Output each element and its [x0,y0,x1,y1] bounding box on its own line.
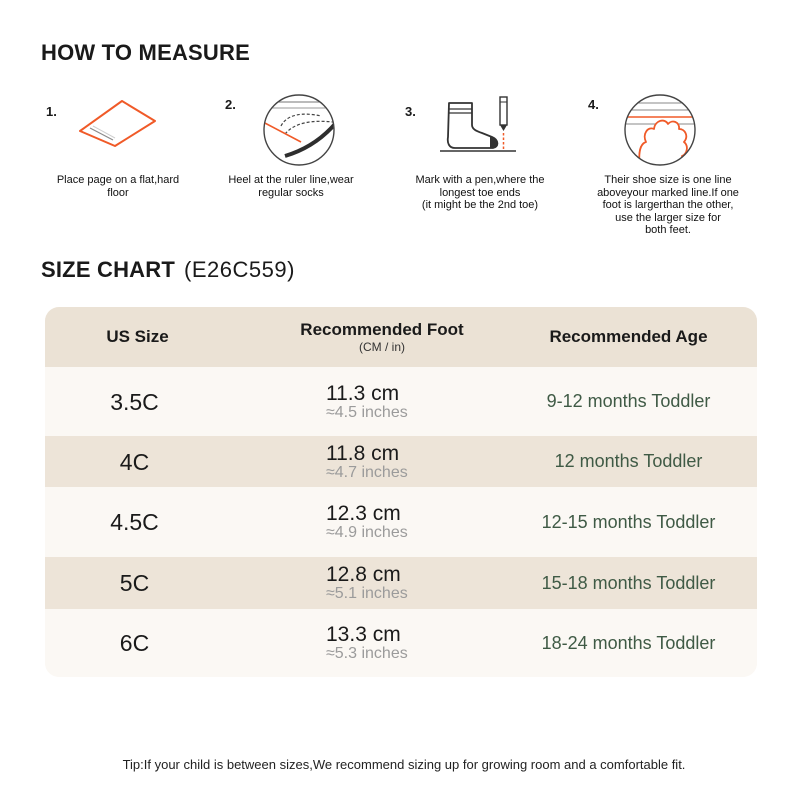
us-size-cell: 3.5C [110,388,159,415]
foot-size-lines-icon [622,92,698,168]
caption-line: Heel at the ruler line,wear [228,174,354,186]
step-number: 1. [46,104,57,119]
foot-length-cell [326,487,506,557]
table-row [45,436,757,487]
table-row [45,487,757,557]
caption-line: Their shoe size is one line [604,174,732,186]
header-recommended-foot [252,307,512,367]
caption-line: Place page on a flat,hard [56,174,180,186]
foot-length-inches: ≈4.9 inches [326,524,408,541]
header-us-size [45,307,230,367]
size-chart-heading [41,257,295,283]
foot-length-cell [326,436,506,487]
age-cell: 18-24 months Toddler [541,632,716,653]
heel-ruler-icon [261,92,337,168]
us-size-cell: 6C [119,630,150,656]
header-unit: (CM / in) [359,339,405,354]
step-number: 3. [405,104,416,119]
age-cell: 12-15 months Toddler [541,511,716,532]
header-recommended-age [508,307,749,367]
step-caption [390,174,570,212]
us-size-cell: 5C [119,570,150,596]
table-row [45,609,757,677]
foot-length-cell [326,557,506,609]
foot-length-inches: ≈5.1 inches [326,585,408,602]
caption-line: aboveyour marked line.If one [597,186,739,199]
step-number: 4. [588,97,599,112]
caption-line: both feet. [645,224,691,237]
header-label: Recommended Age [549,327,708,346]
paper-sheet-icon [76,96,160,150]
sock-pen-mark-icon [438,94,518,156]
header-label: US Size [106,327,169,346]
foot-length-inches: ≈5.3 inches [326,645,408,662]
caption-line: use the larger size for [615,211,721,224]
age-cell: 9-12 months Toddler [546,391,711,411]
size-chart-title: SIZE CHART [41,257,175,282]
caption-line: foot is largerthan the other, [602,199,734,212]
foot-length-cm: 11.8 cm [326,441,400,465]
foot-length-cell [326,609,506,677]
foot-length-cm: 11.3 cm [326,381,400,405]
model-code: (E26C559) [184,257,295,282]
foot-length-cm: 12.3 cm [326,502,401,525]
step-caption [578,174,758,237]
header-label: Recommended Foot [300,319,464,339]
foot-length-inches: ≈4.5 inches [326,403,408,421]
foot-length-cm: 13.3 cm [326,623,401,646]
step-caption [28,174,208,199]
sizing-tip: Tip:If your child is between sizes,We recommend sizing up for growing room and a comfortable fit. [122,757,686,772]
age-cell: 12 months Toddler [554,451,703,471]
caption-line: Mark with a pen,where the [415,174,545,186]
how-to-measure-title: HOW TO MEASURE [41,40,250,65]
caption-line: regular socks [258,186,324,199]
foot-length-inches: ≈4.7 inches [326,463,408,481]
size-chart-table [45,307,757,677]
caption-line: floor [107,186,129,199]
us-size-cell: 4C [119,448,150,475]
us-size-cell: 4.5C [110,509,159,535]
step-caption [201,174,381,199]
age-cell: 15-18 months Toddler [541,572,716,593]
foot-length-cm: 12.8 cm [326,563,401,586]
step-number: 2. [225,97,236,112]
table-header-row [45,307,757,367]
table-row [45,557,757,609]
caption-line: longest toe ends [439,186,521,199]
caption-line: (it might be the 2nd toe) [421,199,539,212]
table-row [45,367,757,436]
foot-length-cell [326,367,506,436]
